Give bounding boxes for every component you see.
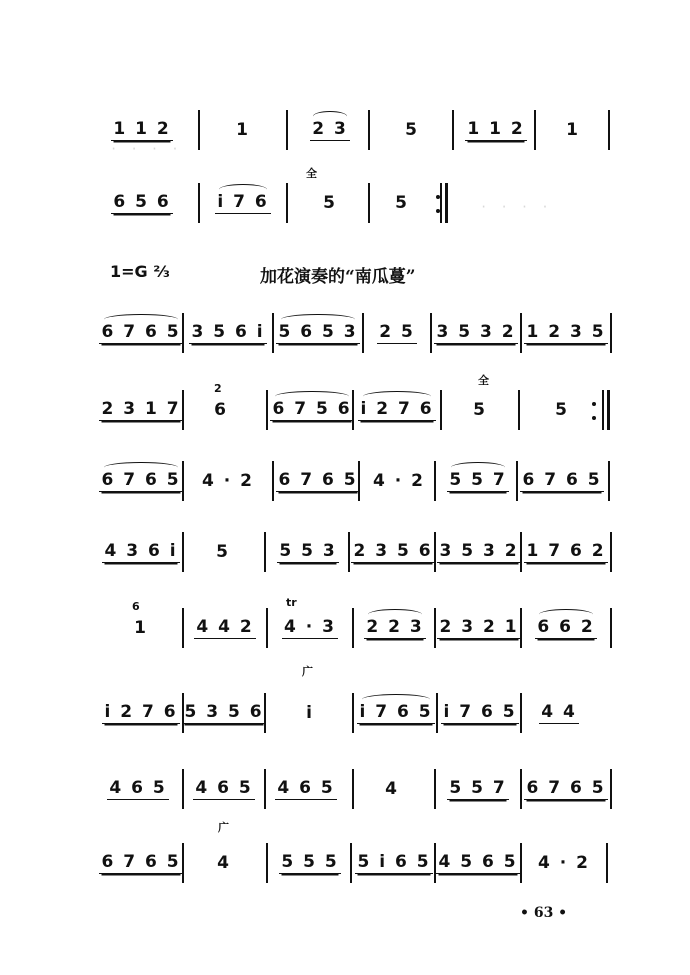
bar-line <box>182 313 184 353</box>
ornament-quan: 全 <box>478 374 489 387</box>
bleed-through: · · · · <box>480 200 552 214</box>
final-bar-line <box>607 390 610 430</box>
note-group: i 7 6 5 <box>359 702 433 722</box>
measure <box>270 390 354 430</box>
measure <box>438 532 520 572</box>
note-group: 4 6 5 <box>109 778 167 798</box>
bar-line <box>182 769 184 809</box>
measure <box>270 608 350 648</box>
measure <box>102 461 180 501</box>
note-group: 5 i 6 5 <box>357 852 431 872</box>
note-group: 6 7 5 6 <box>272 399 352 419</box>
staff-row-8 <box>100 665 620 753</box>
bar-line <box>602 390 604 430</box>
measure <box>524 693 594 733</box>
measure <box>356 693 436 733</box>
note-group: 5 3 5 6 <box>184 702 264 722</box>
measure <box>102 843 180 883</box>
bar-line <box>440 390 442 430</box>
bar-line <box>182 608 184 648</box>
measure <box>270 843 350 883</box>
measure <box>456 110 536 150</box>
bar-line <box>610 608 612 648</box>
repeat-dots <box>436 191 442 217</box>
measure <box>102 110 182 150</box>
staff-row-1 <box>100 110 620 170</box>
measure <box>202 110 284 150</box>
note-group: 2 2 3 <box>366 617 424 637</box>
note-group: 6 6 2 <box>537 617 595 637</box>
bar-line <box>434 769 436 809</box>
section-header <box>110 262 610 286</box>
note-group: 2 3 <box>312 119 348 139</box>
staff-row-7 <box>100 596 620 668</box>
note-group: 2 3 2 1 <box>439 617 519 637</box>
bar-line <box>182 843 184 883</box>
grace-note: 6 <box>132 600 140 613</box>
staff-row-10 <box>100 821 620 903</box>
page-number: • 63 • <box>520 905 568 921</box>
bar-line <box>182 532 184 572</box>
bar-line <box>520 769 522 809</box>
measure <box>102 769 174 809</box>
repeat-dots <box>592 398 598 424</box>
ornament-guang: 广 <box>218 821 229 834</box>
bar-line <box>182 390 184 430</box>
staff-row-3 <box>100 313 620 373</box>
measure <box>276 313 360 353</box>
measure <box>362 461 436 501</box>
measure <box>524 769 608 809</box>
bar-line <box>198 183 200 223</box>
bar-line <box>520 532 522 572</box>
bar-line <box>534 110 536 150</box>
note-group: 4 <box>385 779 399 799</box>
measure <box>186 461 270 501</box>
note-group: 5 <box>405 120 419 140</box>
ornament-quan: 全 <box>306 167 317 180</box>
piece-title: 加花演奏的“南瓜蔓” <box>260 267 416 287</box>
ornament-guang: 广 <box>302 665 313 678</box>
note-group: 1 <box>236 120 250 140</box>
measure <box>276 461 360 501</box>
measure <box>268 693 352 733</box>
staff-row-9 <box>100 769 620 829</box>
note-group: 5 <box>473 400 487 420</box>
bar-line <box>272 461 274 501</box>
bar-line <box>266 390 268 430</box>
bar-line <box>352 693 354 733</box>
measure <box>372 183 432 223</box>
note-group: i 7 6 <box>217 192 269 212</box>
measure <box>372 110 452 150</box>
bar-line <box>610 532 612 572</box>
measure <box>186 693 262 733</box>
bar-line <box>452 110 454 150</box>
measure <box>102 532 180 572</box>
measure <box>186 390 256 430</box>
staff-row-5 <box>100 461 620 521</box>
measure <box>102 313 180 353</box>
note-group: 4 · 3 <box>284 617 336 637</box>
note-group: 4 6 5 <box>195 778 253 798</box>
note-group: 6 7 6 5 <box>522 470 602 490</box>
measure <box>268 769 344 809</box>
measure <box>102 693 180 733</box>
bar-line <box>610 313 612 353</box>
bar-line <box>286 110 288 150</box>
note-group: 6 7 6 5 <box>101 470 181 490</box>
bar-line <box>198 110 200 150</box>
note-group: 3 5 3 2 <box>436 322 516 342</box>
measure <box>444 390 516 430</box>
bleed-through: · · · · <box>110 142 182 156</box>
note-group: 4 <box>217 853 231 873</box>
bar-line <box>362 313 364 353</box>
measure <box>202 183 284 223</box>
grace-note: 2 <box>214 382 222 395</box>
key-signature: 1=G ⅔ <box>110 262 170 281</box>
bar-line <box>352 390 354 430</box>
bar-line <box>264 532 266 572</box>
bar-line <box>434 532 436 572</box>
measure <box>186 843 262 883</box>
bar-line <box>608 110 610 150</box>
bar-line <box>264 693 266 733</box>
note-group: i 2 7 6 <box>104 702 178 722</box>
bar-line <box>272 313 274 353</box>
measure <box>186 532 260 572</box>
measure <box>102 390 180 430</box>
bar-line <box>368 183 370 223</box>
note-group: 6 <box>214 400 228 420</box>
note-group: 6 7 6 5 <box>101 852 181 872</box>
bar-line <box>266 843 268 883</box>
note-group: 4 · 2 <box>538 853 590 873</box>
note-group: 2 5 <box>379 322 415 342</box>
note-group: 6 7 6 5 <box>526 778 606 798</box>
measure <box>186 313 270 353</box>
measure <box>354 843 434 883</box>
measure <box>524 608 608 648</box>
note-group: 4 5 6 5 <box>438 852 518 872</box>
staff-row-4 <box>100 374 620 450</box>
note-group: 5 <box>216 542 230 562</box>
note-group: 3 5 6 i <box>191 322 265 342</box>
measure <box>290 110 370 150</box>
note-group: i 2 7 6 <box>360 399 434 419</box>
note-group: 4 4 <box>541 702 577 722</box>
staff-row-2 <box>100 167 620 243</box>
measure <box>438 769 518 809</box>
measure <box>440 693 520 733</box>
note-group: i <box>306 703 314 723</box>
measure <box>522 390 602 430</box>
note-group: 5 5 3 <box>279 541 337 561</box>
bar-line <box>358 461 360 501</box>
bar-line <box>264 769 266 809</box>
measure <box>438 843 518 883</box>
final-bar-line <box>445 183 448 223</box>
measure <box>538 110 608 150</box>
measure <box>102 608 180 648</box>
note-group: 5 6 5 3 <box>278 322 358 342</box>
measure <box>290 183 370 223</box>
measure <box>438 608 520 648</box>
note-group: 5 <box>323 193 337 213</box>
staff-row-6 <box>100 532 620 592</box>
note-group: 2 3 5 6 <box>353 541 433 561</box>
bar-line <box>436 693 438 733</box>
measure <box>356 608 434 648</box>
bar-line <box>608 461 610 501</box>
note-group: 6 7 6 5 <box>101 322 181 342</box>
note-group: 4 4 2 <box>196 617 254 637</box>
bar-line <box>606 843 608 883</box>
measure <box>524 843 604 883</box>
measure <box>268 532 348 572</box>
measure <box>434 313 518 353</box>
bar-line <box>352 769 354 809</box>
bar-line <box>520 693 522 733</box>
bar-line <box>434 461 436 501</box>
note-group: 1 <box>134 618 148 638</box>
note-group: 1 2 3 5 <box>526 322 606 342</box>
measure <box>524 313 608 353</box>
note-group: 4 6 5 <box>277 778 335 798</box>
note-group: 1 7 6 2 <box>526 541 606 561</box>
measure <box>438 461 518 501</box>
note-group: 5 5 7 <box>449 778 507 798</box>
bar-line <box>430 313 432 353</box>
measure <box>356 769 428 809</box>
note-group: 4 3 6 i <box>104 541 178 561</box>
note-group: 5 5 5 <box>281 852 339 872</box>
note-group: 1 1 2 <box>467 119 525 139</box>
bar-line <box>516 461 518 501</box>
measure <box>186 608 264 648</box>
bar-line <box>520 843 522 883</box>
bar-line <box>610 769 612 809</box>
bar-line <box>518 390 520 430</box>
measure <box>102 183 182 223</box>
note-group: 2 3 1 7 <box>101 399 181 419</box>
trill-mark: tr <box>286 596 297 609</box>
note-group: 6 7 6 5 <box>278 470 358 490</box>
note-group: 1 <box>566 120 580 140</box>
bar-line <box>520 313 522 353</box>
bar-line <box>182 461 184 501</box>
bar-line <box>352 608 354 648</box>
note-group: 5 <box>395 193 409 213</box>
bar-line <box>520 608 522 648</box>
bar-line <box>350 843 352 883</box>
measure <box>352 532 434 572</box>
bar-line <box>266 608 268 648</box>
bar-line <box>348 532 350 572</box>
note-group: 6 5 6 <box>113 192 171 212</box>
bar-line <box>368 110 370 150</box>
note-group: 5 <box>555 400 569 420</box>
bar-line <box>434 608 436 648</box>
measure <box>366 313 428 353</box>
note-group: 5 5 7 <box>449 470 507 490</box>
measure <box>520 461 604 501</box>
note-group: 4 · 2 <box>202 471 254 491</box>
measure <box>186 769 262 809</box>
measure <box>356 390 438 430</box>
note-group: 4 · 2 <box>373 471 425 491</box>
bar-line <box>286 183 288 223</box>
note-group: 3 5 3 2 <box>439 541 519 561</box>
measure <box>524 532 608 572</box>
note-group: 1 1 2 <box>113 119 171 139</box>
note-group: i 7 6 5 <box>443 702 517 722</box>
